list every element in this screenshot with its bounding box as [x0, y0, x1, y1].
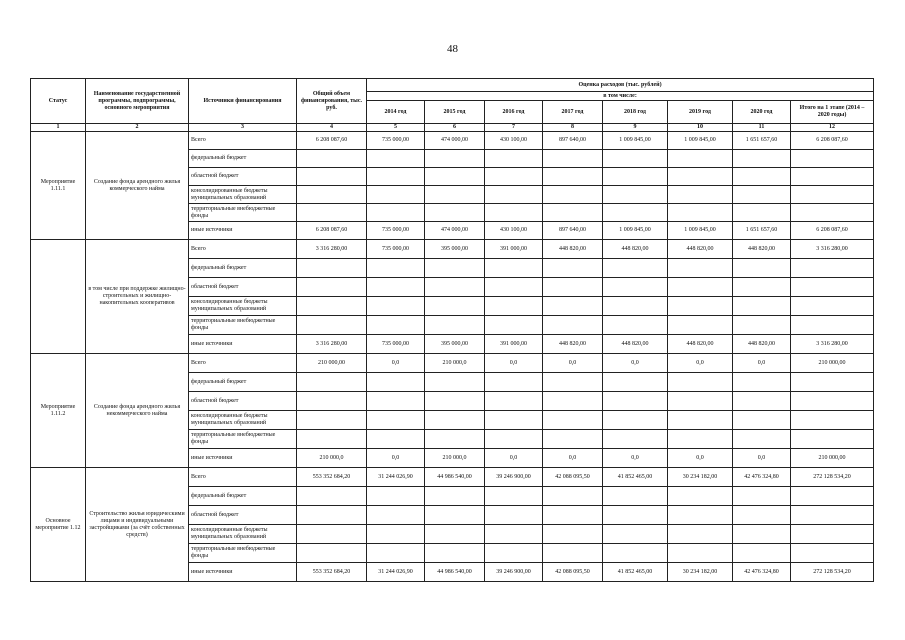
amount-cell — [367, 506, 425, 525]
header-source: Источники финансирования — [189, 79, 297, 124]
amount-cell: 210 000,00 — [791, 354, 874, 373]
amount-cell — [668, 316, 733, 335]
name-cell: Создание фонда арендного жилья коммерческого найма — [86, 132, 189, 240]
column-number: 9 — [603, 124, 668, 132]
amount-cell — [367, 373, 425, 392]
amount-cell — [668, 150, 733, 168]
amount-cell: 42 088 095,50 — [543, 563, 603, 582]
amount-cell — [297, 186, 367, 204]
amount-cell: 210 000,00 — [791, 449, 874, 468]
amount-cell — [733, 487, 791, 506]
amount-cell — [367, 487, 425, 506]
amount-cell — [297, 204, 367, 222]
amount-cell — [297, 430, 367, 449]
amount-cell — [543, 186, 603, 204]
amount-cell — [425, 186, 485, 204]
amount-cell — [485, 259, 543, 278]
amount-cell: 272 128 534,20 — [791, 468, 874, 487]
amount-cell — [543, 316, 603, 335]
amount-cell — [367, 168, 425, 186]
amount-cell — [733, 373, 791, 392]
table-row — [31, 468, 874, 487]
amount-cell — [425, 168, 485, 186]
table-row — [31, 354, 874, 373]
amount-cell — [603, 168, 668, 186]
amount-cell — [543, 411, 603, 430]
amount-cell — [367, 150, 425, 168]
amount-cell: 39 246 900,00 — [485, 468, 543, 487]
header-year: 2018 год — [603, 101, 668, 124]
amount-cell: 42 476 324,80 — [733, 468, 791, 487]
amount-cell — [485, 506, 543, 525]
amount-cell: 3 316 280,00 — [297, 335, 367, 354]
amount-cell: 553 352 684,20 — [297, 563, 367, 582]
amount-cell — [791, 430, 874, 449]
source-cell: Всего — [189, 354, 297, 373]
amount-cell — [485, 411, 543, 430]
name-cell: Создание фонда арендного жилья некоммерческого найма — [86, 354, 189, 468]
source-cell: областной бюджет — [189, 168, 297, 186]
amount-cell — [791, 204, 874, 222]
amount-cell — [367, 392, 425, 411]
amount-cell — [297, 392, 367, 411]
header-year: 2017 год — [543, 101, 603, 124]
page-number: 48 — [447, 43, 458, 55]
amount-cell: 210 000,0 — [297, 449, 367, 468]
source-cell: федеральный бюджет — [189, 259, 297, 278]
source-cell: иные источники — [189, 222, 297, 240]
amount-cell — [733, 316, 791, 335]
status-cell: Мероприятие 1.11.1 — [31, 132, 86, 240]
amount-cell: 3 316 280,00 — [791, 335, 874, 354]
source-cell: федеральный бюджет — [189, 487, 297, 506]
amount-cell: 6 208 087,60 — [791, 222, 874, 240]
amount-cell — [791, 525, 874, 544]
source-cell: иные источники — [189, 563, 297, 582]
amount-cell: 6 208 087,60 — [297, 222, 367, 240]
amount-cell — [425, 525, 485, 544]
header-year: 2020 год — [733, 101, 791, 124]
amount-cell — [425, 150, 485, 168]
amount-cell — [733, 411, 791, 430]
amount-cell — [425, 487, 485, 506]
amount-cell: 42 088 095,50 — [543, 468, 603, 487]
amount-cell — [733, 150, 791, 168]
amount-cell — [543, 392, 603, 411]
amount-cell: 735 000,00 — [367, 132, 425, 150]
header-total-stage: Итого на 1 этапе (2014 – 2020 годы) — [791, 101, 874, 124]
source-cell: территориальные внебюджетные фонды — [189, 204, 297, 222]
amount-cell — [733, 204, 791, 222]
amount-cell: 210 000,0 — [425, 449, 485, 468]
amount-cell — [791, 297, 874, 316]
amount-cell — [485, 204, 543, 222]
amount-cell: 391 000,00 — [485, 240, 543, 259]
amount-cell — [791, 411, 874, 430]
column-number: 4 — [297, 124, 367, 132]
amount-cell — [485, 168, 543, 186]
amount-cell — [668, 411, 733, 430]
amount-cell: 448 820,00 — [543, 335, 603, 354]
amount-cell: 0,0 — [543, 449, 603, 468]
amount-cell — [367, 411, 425, 430]
amount-cell — [603, 544, 668, 563]
amount-cell — [485, 487, 543, 506]
amount-cell — [668, 204, 733, 222]
amount-cell — [543, 278, 603, 297]
amount-cell: 39 246 900,00 — [485, 563, 543, 582]
amount-cell: 430 100,00 — [485, 222, 543, 240]
amount-cell — [485, 186, 543, 204]
header-including: в том числе: — [367, 92, 874, 101]
name-cell: в том числе при поддержке жилищно-строительных и жилищно-накопительных кооперативов — [86, 240, 189, 354]
column-number: 5 — [367, 124, 425, 132]
source-cell: областной бюджет — [189, 278, 297, 297]
amount-cell — [603, 186, 668, 204]
source-cell: Всего — [189, 132, 297, 150]
amount-cell — [425, 204, 485, 222]
amount-cell: 3 316 280,00 — [791, 240, 874, 259]
amount-cell — [603, 204, 668, 222]
amount-cell — [297, 259, 367, 278]
amount-cell — [485, 430, 543, 449]
column-number: 12 — [791, 124, 874, 132]
amount-cell: 448 820,00 — [668, 240, 733, 259]
amount-cell: 735 000,00 — [367, 222, 425, 240]
amount-cell — [733, 392, 791, 411]
status-cell — [31, 240, 86, 354]
amount-cell — [668, 297, 733, 316]
header-year: 2014 год — [367, 101, 425, 124]
source-cell: иные источники — [189, 335, 297, 354]
amount-cell — [668, 373, 733, 392]
amount-cell — [297, 544, 367, 563]
amount-cell — [543, 525, 603, 544]
amount-cell — [297, 150, 367, 168]
amount-cell: 31 244 026,90 — [367, 563, 425, 582]
amount-cell — [603, 430, 668, 449]
amount-cell — [791, 316, 874, 335]
amount-cell — [485, 392, 543, 411]
amount-cell: 0,0 — [367, 354, 425, 373]
amount-cell — [425, 430, 485, 449]
amount-cell — [425, 297, 485, 316]
amount-cell — [603, 487, 668, 506]
amount-cell: 31 244 026,90 — [367, 468, 425, 487]
table-row — [31, 240, 874, 259]
amount-cell — [791, 544, 874, 563]
amount-cell: 6 208 087,60 — [297, 132, 367, 150]
header-estimate: Оценка расходов (тыс. рублей) — [367, 79, 874, 92]
amount-cell — [733, 506, 791, 525]
amount-cell — [425, 392, 485, 411]
amount-cell: 1 651 657,60 — [733, 132, 791, 150]
amount-cell — [668, 168, 733, 186]
amount-cell — [297, 297, 367, 316]
amount-cell — [485, 373, 543, 392]
amount-cell — [603, 278, 668, 297]
amount-cell — [543, 150, 603, 168]
source-cell: Всего — [189, 240, 297, 259]
amount-cell — [603, 411, 668, 430]
amount-cell — [543, 259, 603, 278]
amount-cell — [668, 544, 733, 563]
header-status: Статус — [31, 79, 86, 124]
amount-cell — [297, 411, 367, 430]
amount-cell — [297, 506, 367, 525]
header-year: 2015 год — [425, 101, 485, 124]
amount-cell — [367, 204, 425, 222]
amount-cell — [791, 186, 874, 204]
amount-cell: 448 820,00 — [603, 240, 668, 259]
amount-cell — [733, 525, 791, 544]
amount-cell — [603, 373, 668, 392]
column-number: 7 — [485, 124, 543, 132]
amount-cell — [668, 430, 733, 449]
amount-cell — [791, 506, 874, 525]
amount-cell — [485, 278, 543, 297]
amount-cell: 391 000,00 — [485, 335, 543, 354]
amount-cell: 430 100,00 — [485, 132, 543, 150]
amount-cell — [367, 316, 425, 335]
amount-cell: 1 009 845,00 — [603, 222, 668, 240]
amount-cell — [543, 168, 603, 186]
amount-cell — [485, 316, 543, 335]
amount-cell — [367, 278, 425, 297]
amount-cell — [425, 316, 485, 335]
amount-cell — [791, 150, 874, 168]
amount-cell: 897 640,00 — [543, 222, 603, 240]
amount-cell — [485, 297, 543, 316]
amount-cell: 395 000,00 — [425, 240, 485, 259]
amount-cell — [791, 392, 874, 411]
amount-cell: 1 009 845,00 — [603, 132, 668, 150]
amount-cell: 0,0 — [603, 354, 668, 373]
amount-cell — [367, 259, 425, 278]
amount-cell — [543, 297, 603, 316]
amount-cell — [603, 316, 668, 335]
column-number: 2 — [86, 124, 189, 132]
source-cell: федеральный бюджет — [189, 373, 297, 392]
amount-cell — [733, 168, 791, 186]
header-year: 2016 год — [485, 101, 543, 124]
amount-cell — [668, 278, 733, 297]
column-number: 3 — [189, 124, 297, 132]
amount-cell — [791, 259, 874, 278]
amount-cell — [297, 525, 367, 544]
column-number: 11 — [733, 124, 791, 132]
source-cell: федеральный бюджет — [189, 150, 297, 168]
column-number: 8 — [543, 124, 603, 132]
column-number-row — [31, 124, 874, 132]
amount-cell — [733, 186, 791, 204]
amount-cell: 30 234 182,00 — [668, 468, 733, 487]
amount-cell: 210 000,00 — [297, 354, 367, 373]
amount-cell: 0,0 — [733, 354, 791, 373]
amount-cell: 0,0 — [367, 449, 425, 468]
amount-cell: 474 000,00 — [425, 222, 485, 240]
amount-cell: 41 852 465,00 — [603, 468, 668, 487]
column-number: 10 — [668, 124, 733, 132]
amount-cell — [603, 392, 668, 411]
amount-cell — [668, 506, 733, 525]
amount-cell — [297, 373, 367, 392]
column-number: 1 — [31, 124, 86, 132]
amount-cell: 1 651 657,60 — [733, 222, 791, 240]
amount-cell — [297, 278, 367, 297]
amount-cell — [603, 506, 668, 525]
amount-cell: 448 820,00 — [733, 335, 791, 354]
source-cell: консолидированные бюджеты муниципальных образований — [189, 297, 297, 316]
name-cell: Строительство жилья юридическими лицами и индивидуальными застройщиками (за счёт собственных средств) — [86, 468, 189, 582]
amount-cell: 0,0 — [733, 449, 791, 468]
amount-cell: 448 820,00 — [733, 240, 791, 259]
amount-cell: 1 009 845,00 — [668, 222, 733, 240]
amount-cell — [733, 297, 791, 316]
amount-cell — [733, 278, 791, 297]
amount-cell: 1 009 845,00 — [668, 132, 733, 150]
amount-cell — [668, 186, 733, 204]
amount-cell — [791, 373, 874, 392]
amount-cell: 44 986 540,00 — [425, 563, 485, 582]
header-total: Общий объем финансирования, тыс. руб. — [297, 79, 367, 124]
amount-cell — [485, 525, 543, 544]
amount-cell — [603, 525, 668, 544]
amount-cell — [543, 204, 603, 222]
amount-cell — [733, 544, 791, 563]
amount-cell: 474 000,00 — [425, 132, 485, 150]
source-cell: территориальные внебюджетные фонды — [189, 544, 297, 563]
amount-cell — [543, 430, 603, 449]
amount-cell: 0,0 — [543, 354, 603, 373]
source-cell: Всего — [189, 468, 297, 487]
amount-cell — [425, 259, 485, 278]
amount-cell: 448 820,00 — [543, 240, 603, 259]
amount-cell — [733, 259, 791, 278]
amount-cell: 210 000,0 — [425, 354, 485, 373]
column-number: 6 — [425, 124, 485, 132]
source-cell: консолидированные бюджеты муниципальных образований — [189, 411, 297, 430]
amount-cell: 3 316 280,00 — [297, 240, 367, 259]
amount-cell — [791, 278, 874, 297]
amount-cell: 448 820,00 — [668, 335, 733, 354]
amount-cell — [367, 430, 425, 449]
amount-cell: 30 234 182,00 — [668, 563, 733, 582]
amount-cell: 395 000,00 — [425, 335, 485, 354]
amount-cell: 6 208 087,60 — [791, 132, 874, 150]
amount-cell — [543, 487, 603, 506]
amount-cell — [367, 186, 425, 204]
amount-cell — [668, 259, 733, 278]
source-cell: иные источники — [189, 449, 297, 468]
amount-cell — [485, 150, 543, 168]
amount-cell: 0,0 — [485, 354, 543, 373]
amount-cell — [367, 544, 425, 563]
amount-cell: 41 852 465,00 — [603, 563, 668, 582]
amount-cell: 735 000,00 — [367, 335, 425, 354]
amount-cell: 44 986 540,00 — [425, 468, 485, 487]
budget-table — [30, 78, 874, 582]
amount-cell — [425, 506, 485, 525]
amount-cell — [791, 487, 874, 506]
status-cell: Основное мероприятие 1.12 — [31, 468, 86, 582]
amount-cell — [668, 487, 733, 506]
amount-cell — [297, 168, 367, 186]
amount-cell — [543, 506, 603, 525]
amount-cell: 272 128 534,20 — [791, 563, 874, 582]
source-cell: консолидированные бюджеты муниципальных образований — [189, 186, 297, 204]
amount-cell — [297, 316, 367, 335]
amount-cell: 735 000,00 — [367, 240, 425, 259]
header-name: Наименование государственной программы, подпрограммы, основного мероприятия — [86, 79, 189, 124]
amount-cell — [367, 525, 425, 544]
amount-cell: 448 820,00 — [603, 335, 668, 354]
amount-cell: 0,0 — [668, 354, 733, 373]
amount-cell — [425, 373, 485, 392]
amount-cell — [297, 487, 367, 506]
amount-cell: 0,0 — [485, 449, 543, 468]
amount-cell — [603, 259, 668, 278]
amount-cell — [425, 544, 485, 563]
header-year: 2019 год — [668, 101, 733, 124]
amount-cell — [733, 430, 791, 449]
amount-cell: 42 476 324,80 — [733, 563, 791, 582]
source-cell: областной бюджет — [189, 506, 297, 525]
source-cell: территориальные внебюджетные фонды — [189, 430, 297, 449]
source-cell: областной бюджет — [189, 392, 297, 411]
status-cell: Мероприятие 1.11.2 — [31, 354, 86, 468]
amount-cell: 0,0 — [603, 449, 668, 468]
amount-cell: 0,0 — [668, 449, 733, 468]
source-cell: территориальные внебюджетные фонды — [189, 316, 297, 335]
amount-cell — [668, 392, 733, 411]
table-row — [31, 132, 874, 150]
amount-cell — [367, 297, 425, 316]
amount-cell — [543, 373, 603, 392]
source-cell: консолидированные бюджеты муниципальных образований — [189, 525, 297, 544]
amount-cell — [603, 297, 668, 316]
amount-cell: 553 352 684,20 — [297, 468, 367, 487]
amount-cell — [425, 278, 485, 297]
amount-cell: 897 640,00 — [543, 132, 603, 150]
amount-cell — [668, 525, 733, 544]
amount-cell — [603, 150, 668, 168]
amount-cell — [791, 168, 874, 186]
amount-cell — [425, 411, 485, 430]
amount-cell — [543, 544, 603, 563]
amount-cell — [485, 544, 543, 563]
